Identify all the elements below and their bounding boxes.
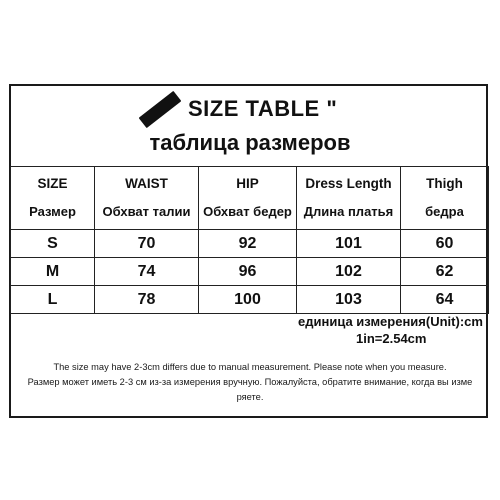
column-header-size: [11, 167, 95, 230]
table-cell: 64: [401, 286, 489, 314]
column-header-thigh: [401, 167, 489, 230]
column-header-ru: Размер: [29, 204, 76, 219]
measurement-footnote: [0, 360, 500, 405]
table-row: [11, 230, 489, 258]
footnote-russian-continued: ряете.: [236, 392, 264, 402]
table-cell: M: [11, 258, 95, 286]
unit-label: единица измерения(Unit):cm: [298, 314, 483, 329]
column-header-en: Thigh: [426, 176, 463, 191]
footnote-english: The size may have 2-3cm differs due to manual measurement. Please note when you measure.: [53, 362, 447, 372]
column-header-ru: Обхват талии: [102, 204, 191, 219]
column-header-ru: бедра: [425, 204, 464, 219]
table-cell: 70: [95, 230, 199, 258]
table-cell: 102: [297, 258, 401, 286]
title-bar-icon: [139, 90, 182, 127]
table-cell: 92: [199, 230, 297, 258]
column-header-en: Dress Length: [305, 176, 392, 191]
table-cell: 96: [199, 258, 297, 286]
table-cell: 103: [297, 286, 401, 314]
column-header-hip: [199, 167, 297, 230]
column-header-ru: Длина платья: [303, 204, 394, 219]
footnote-russian: Размер может иметь 2-3 см из-за измерения вручную. Пожалуйста, обратите внимание, когда вы изме: [27, 377, 473, 387]
table-row: [11, 286, 489, 314]
column-header-en: SIZE: [37, 176, 68, 191]
table-cell: 101: [297, 230, 401, 258]
size-table: [10, 166, 489, 314]
column-header-ru: Обхват бедер: [203, 204, 292, 219]
title-russian: таблица размеров: [149, 130, 351, 155]
column-header-dress-length: [297, 167, 401, 230]
table-cell: 78: [95, 286, 199, 314]
table-cell: L: [11, 286, 95, 314]
table-cell: 74: [95, 258, 199, 286]
table-cell: S: [11, 230, 95, 258]
unit-conversion: 1in=2.54cm: [356, 331, 427, 346]
column-header-en: HIP: [236, 176, 259, 191]
table-header-row: [11, 167, 489, 230]
unit-note: [298, 313, 483, 347]
table-cell: 62: [401, 258, 489, 286]
title-row: [138, 94, 337, 124]
table-cell: 100: [199, 286, 297, 314]
column-header-waist: [95, 167, 199, 230]
title-english: SIZE TABLE ": [188, 96, 338, 121]
table-row: [11, 258, 489, 286]
table-cell: 60: [401, 230, 489, 258]
column-header-en: WAIST: [125, 176, 168, 191]
